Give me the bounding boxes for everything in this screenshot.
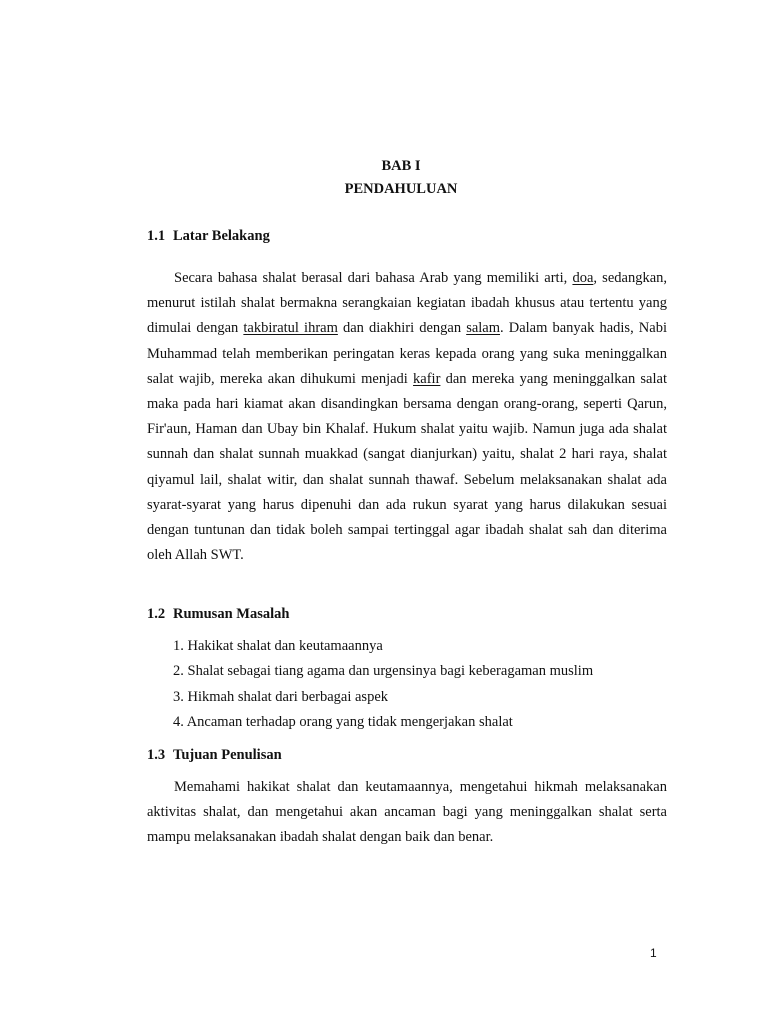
section-number: 1.1 (147, 228, 166, 244)
paragraph-segment: Memahami hakikat shalat dan keutamaannya, mengetahui hikmah melaksanakan aktivitas shalat, dan mengetahui akan ancaman bagi yang meninggalkan shalat serta mampu melaksanakan ibadah shalat dengan baik dan benar. (147, 779, 667, 846)
chapter-number: BAB I (381, 158, 421, 174)
paragraph-segment: takbiratul ihram (243, 320, 338, 337)
section-heading-rumusan-masalah (147, 606, 289, 623)
paragraph-segment: dan mereka yang meninggalkan salat maka pada hari kiamat akan disandingkan bersama dengan orang-orang, seperti Qarun, Fir'aun, Haman dan Ubay bin Khalaf. Hukum shalat yaitu wajib. Namun juga ada shalat sunnah dan shalat sunnah muakkad (sangat dianjurkan) yaitu, shalat 2 hari raya, shalat qiyamul lail, shalat witir, dan shalat sunnah thawaf. Sebelum melaksanakan shalat ada syarat-syarat yang harus dipenuhi dan ada rukun syarat yang harus dilakukan sesuai dengan tuntunan dan tidak boleh sampai tertinggal agar ibadah shalat sah dan diterima oleh Allah SWT. (147, 370, 667, 564)
problem-list (173, 634, 593, 735)
page-number: 1 (650, 946, 657, 960)
paragraph-segment: kafir (413, 370, 441, 387)
list-item: 1. Hakikat shalat dan keutamaannya (173, 638, 383, 654)
paragraph-tujuan-penulisan (147, 775, 667, 851)
paragraph-segment: dan diakhiri dengan (337, 320, 467, 337)
section-number: 1.3 (147, 747, 166, 763)
paragraph-segment: doa (572, 270, 594, 286)
list-item: 2. Shalat sebagai tiang agama dan urgensinya bagi keberagaman muslim (173, 663, 594, 680)
section-title: Rumusan Masalah (173, 606, 290, 622)
chapter-title: PENDAHULUAN (344, 181, 458, 197)
paragraph-segment: salam (466, 320, 501, 337)
section-title: Latar Belakang (173, 228, 270, 244)
paragraph-segment: , sedangkan, menurut istilah shalat bermakna serangkaian kegiatan ibadah khusus atau tertentu yang dimulai dengan (147, 270, 668, 337)
section-number: 1.2 (147, 606, 166, 622)
section-title: Tujuan Penulisan (173, 747, 282, 763)
section-heading-latar-belakang (147, 228, 270, 245)
paragraph-segment: Secara bahasa shalat berasal dari bahasa Arab yang memiliki arti, (174, 270, 573, 286)
paragraph-latar-belakang (147, 266, 667, 568)
list-item: 3. Hikmah shalat dari berbagai aspek (173, 688, 389, 705)
paragraph-segment: . Dalam banyak hadis, Nabi Muhammad telah memberikan peringatan keras kepada orang yang suka meninggalkan salat wajib, mereka akan dihukumi menjadi (147, 320, 667, 387)
list-item: 4. Ancaman terhadap orang yang tidak mengerjakan shalat (173, 713, 513, 730)
section-heading-tujuan-penulisan (147, 747, 282, 764)
